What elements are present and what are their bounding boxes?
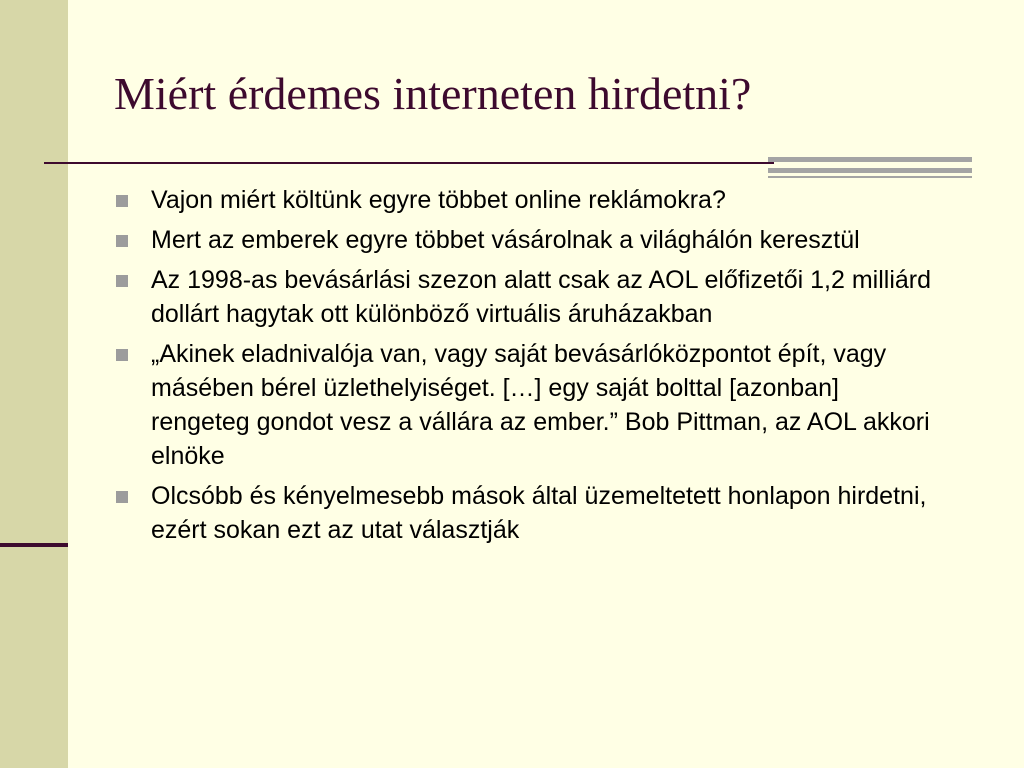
square-bullet-icon	[116, 491, 128, 503]
band-accent-line	[0, 543, 68, 547]
bullet-text: „Akinek eladnivalója van, vagy saját bevásárlóközpontot épít, vagy másében bérel üzlethelyiséget. […] egy saját bolttal [azonban] rengeteg gondot vesz a vállára az ember.” Bob Pittman, az AOL akkori elnöke	[151, 340, 930, 470]
title-underline-rule	[44, 162, 774, 164]
decorative-gray-bar	[768, 176, 972, 178]
bullet-text: Olcsóbb és kényelmesebb mások által üzemeltetett honlapon hirdetni, ezért sokan ezt az utat választják	[151, 482, 927, 544]
decorative-gray-bar	[768, 168, 972, 173]
bullet-item	[112, 183, 942, 217]
square-bullet-icon	[116, 235, 128, 247]
bullet-text: Mert az emberek egyre többet vásárolnak a világhálón keresztül	[151, 226, 860, 254]
square-bullet-icon	[116, 195, 128, 207]
bullet-item	[112, 223, 942, 257]
bullet-item	[112, 263, 942, 331]
bullet-list	[112, 183, 942, 553]
square-bullet-icon	[116, 349, 128, 361]
bullet-item	[112, 479, 942, 547]
bullet-text: Vajon miért költünk egyre többet online reklámokra?	[151, 186, 726, 214]
bullet-text: Az 1998-as bevásárlási szezon alatt csak az AOL előfizetői 1,2 milliárd dollárt hagytak ott különböző virtuális áruházakban	[151, 266, 932, 328]
left-decorative-band	[0, 0, 68, 768]
slide-title: Miért érdemes interneten hirdetni?	[114, 68, 752, 119]
square-bullet-icon	[116, 275, 128, 287]
bullet-item	[112, 337, 942, 473]
decorative-gray-bar	[768, 157, 972, 162]
